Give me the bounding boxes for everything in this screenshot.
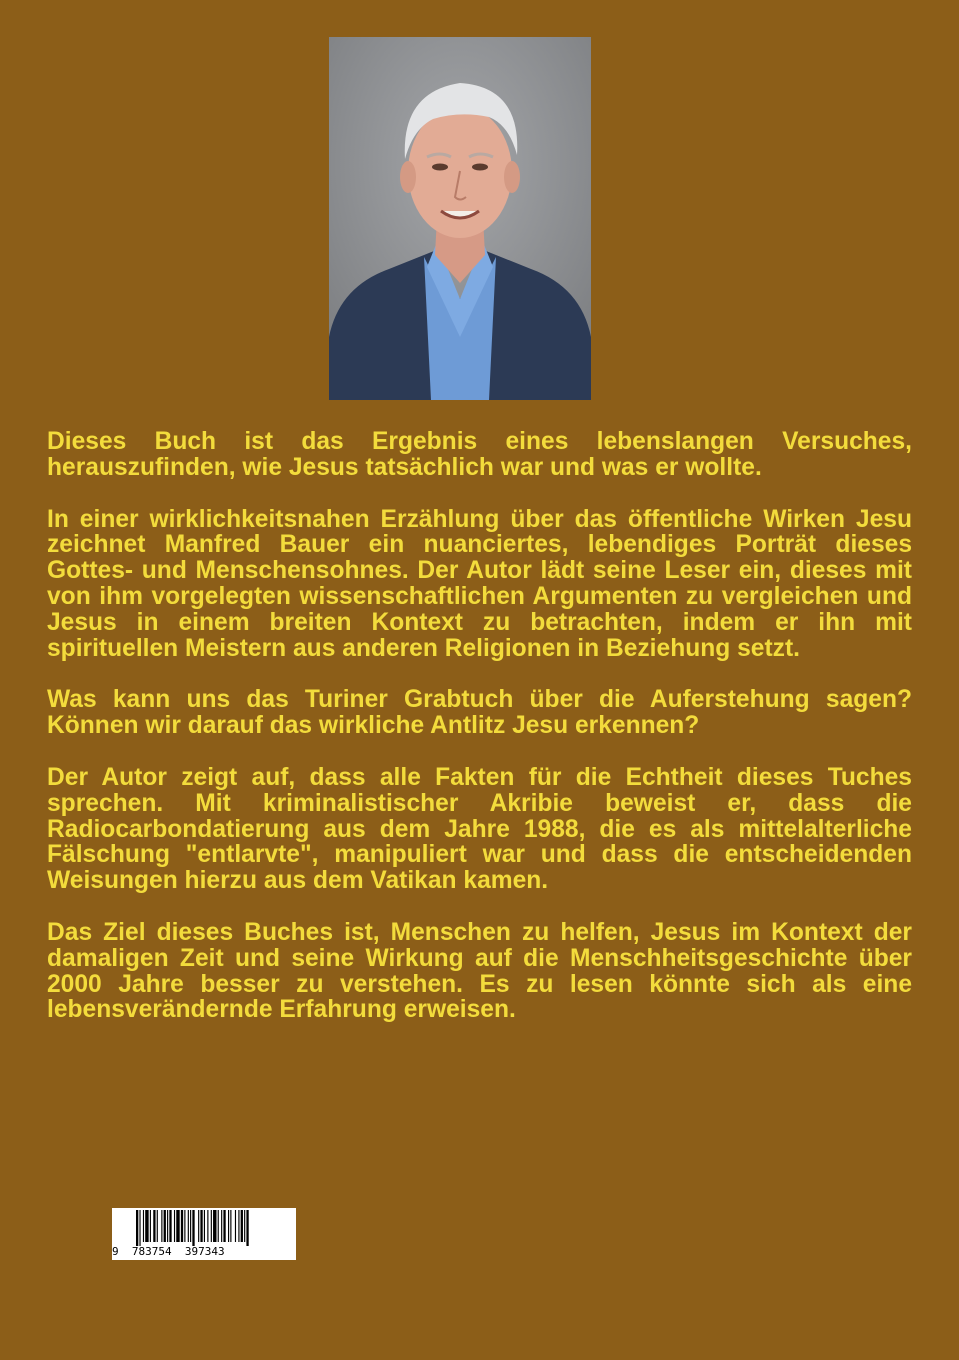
barcode-bar bbox=[200, 1210, 202, 1242]
barcode-bar bbox=[207, 1210, 208, 1242]
blurb-paragraph-2: In einer wirklichkeitsnahen Erzählung über das öffentliche Wirken Jesu zeichnet Manfred Bauer ein nuanciertes, lebendiges Porträt dieses Gottes- und Menschensohnes. Der Autor lädt seine Leser ein, dieses mit von ihm vorgelegten wissenschaftlichen Argumenten zu vergleichen und Jesus in einem breiten Kontext zu betrachten, indem er ihn mit spirituellen Meistern aus anderen Religionen in Beziehung setzt. bbox=[47, 505, 912, 662]
barcode-bar bbox=[211, 1210, 212, 1242]
barcode-bar bbox=[230, 1210, 231, 1242]
barcode-bar bbox=[164, 1210, 166, 1242]
barcode-bar bbox=[192, 1210, 194, 1246]
barcode-bar bbox=[136, 1210, 138, 1246]
barcode-bar bbox=[143, 1210, 144, 1242]
barcode-bar bbox=[167, 1210, 168, 1242]
barcode-bar bbox=[241, 1210, 243, 1242]
barcode-bar bbox=[153, 1210, 155, 1242]
barcode-bar bbox=[184, 1210, 185, 1242]
blurb-paragraph-3: Was kann uns das Turiner Grabtuch über die Auferstehung sagen? Können wir darauf das wirkliche Antlitz Jesu erkennen? bbox=[47, 686, 912, 740]
barcode-digits: 9 783754 397343 bbox=[112, 1245, 225, 1258]
blurb-paragraph-4: Der Autor zeigt auf, dass alle Fakten für die Echtheit dieses Tuches sprechen. Mit kriminalistischer Akribie beweist er, dass die Radiocarbondatierung aus dem Jahre 1988, die es als mittelalterliche Fälschung "entlarvte", manipuliert war und dass die entscheidenden Weisungen hierzu aus dem Vatikan kamen. bbox=[47, 763, 912, 895]
barcode-bar bbox=[204, 1210, 205, 1242]
barcode-bar bbox=[145, 1210, 148, 1242]
blurb-paragraph-1: Dieses Buch ist das Ergebnis eines lebenslangen Versuches, herauszufinden, wie Jesus tatsächlich war und was er wollte. bbox=[47, 428, 912, 481]
barcode-bar bbox=[235, 1210, 236, 1242]
barcode-bar bbox=[181, 1210, 183, 1242]
isbn-barcode bbox=[112, 1208, 296, 1260]
barcode-bar bbox=[228, 1210, 229, 1242]
barcode-bars-icon bbox=[112, 1208, 296, 1246]
barcode-bar bbox=[244, 1210, 245, 1242]
barcode-bar bbox=[150, 1210, 151, 1242]
barcode-bar bbox=[139, 1210, 140, 1246]
barcode-bar bbox=[161, 1210, 162, 1242]
barcode-bar bbox=[221, 1210, 222, 1242]
author-photo bbox=[329, 37, 591, 400]
barcode-bar bbox=[188, 1210, 189, 1242]
blurb-paragraph-5: Das Ziel dieses Buches ist, Menschen zu helfen, Jesus im Kontext der damaligen Zeit und seine Wirkung auf die Menschheitsgeschichte über 2000 Jahre besser zu verstehen. Es zu lesen könnte sich als eine lebensverändernde Erfahrung erweisen. bbox=[47, 918, 912, 1024]
barcode-bar bbox=[246, 1210, 248, 1246]
back-cover-blurb bbox=[47, 429, 912, 1049]
barcode-bar bbox=[198, 1210, 199, 1242]
portrait-photo-icon bbox=[329, 37, 591, 400]
barcode-bar bbox=[218, 1210, 219, 1242]
barcode-bar bbox=[213, 1210, 216, 1242]
barcode-bar bbox=[190, 1210, 191, 1242]
barcode-bar bbox=[169, 1210, 171, 1242]
barcode-bar bbox=[238, 1210, 239, 1242]
barcode-bar bbox=[223, 1210, 225, 1242]
barcode-bar bbox=[174, 1210, 175, 1242]
barcode-bar bbox=[176, 1210, 179, 1242]
barcode-bar bbox=[157, 1210, 158, 1242]
